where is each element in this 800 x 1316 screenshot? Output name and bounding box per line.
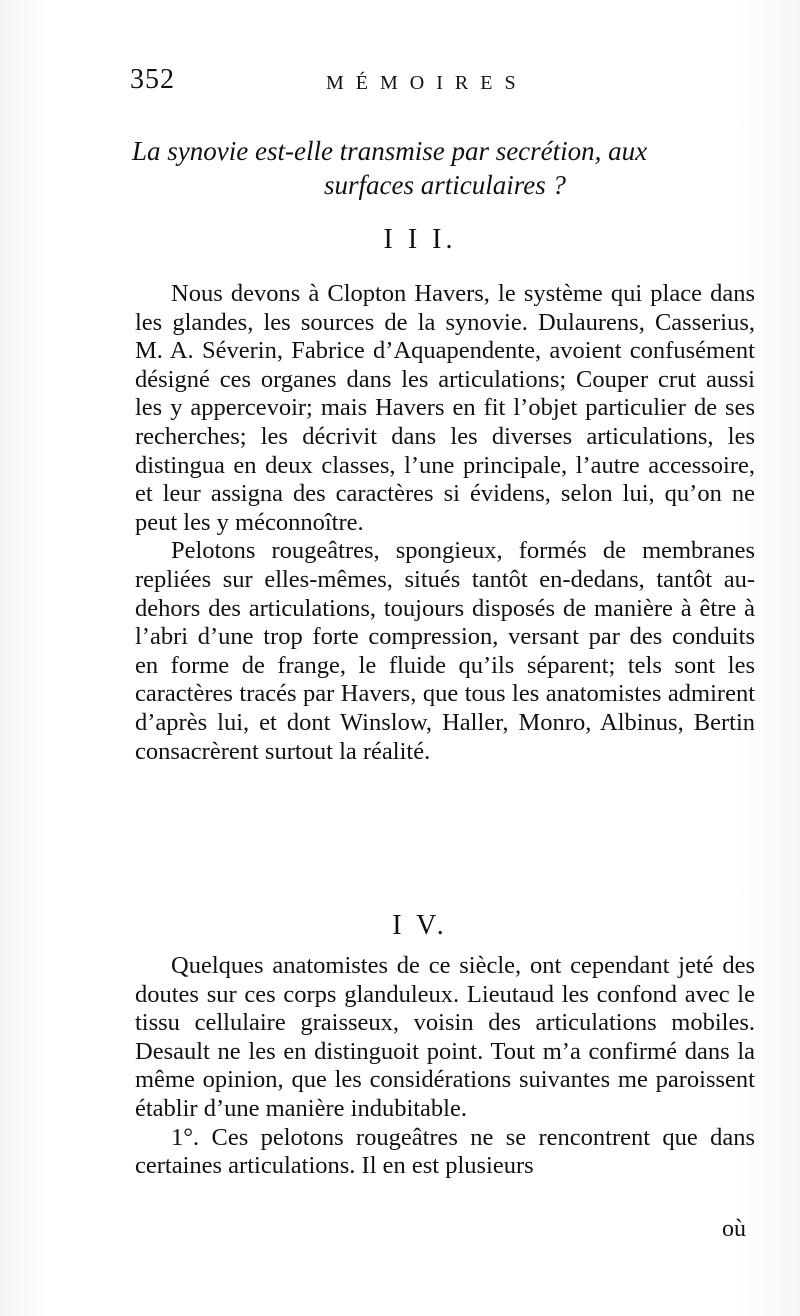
page-header	[130, 64, 630, 104]
section-4-body	[135, 952, 755, 1181]
running-head: MÉMOIRES	[326, 72, 528, 94]
section-question	[120, 134, 760, 202]
paragraph: 1°. Ces pelotons rougeâtres ne se rencontrent que dans certaines articulations. Il en est plusieurs	[135, 1123, 755, 1180]
paragraph: Quelques anatomistes de ce siècle, ont cependant jeté des doutes sur ces corps glanduleux. Lieutaud les confond avec le tissu cellulaire graisseux, voisin des articulations mobiles. Desault ne les en distinguoit point. Tout m’a confirmé dans la même opinion, que les considérations suivantes me paroissent établir d’une manière indubitable.	[135, 952, 755, 1122]
section-heading-3: I I I.	[383, 224, 457, 255]
section-heading-4: I V.	[392, 910, 448, 941]
paragraph: Nous devons à Clopton Havers, le système qui place dans les glandes, les sources de la synovie. Dulaurens, Casserius, M. A. Séverin, Fabrice d’Aquapendente, avoient confusément désigné ces organes dans les articulations; Couper crut aussi les y appercevoir; mais Havers en fit l’objet particulier de ses recherches; les décrivit dans les diverses articulations, les distingua en deux classes, l’une principale, l’autre accessoire, et leur assigna des caractères si évidens, selon lui, qu’on ne peut les y méconnoître.	[135, 280, 755, 536]
question-line-1: La synovie est-elle transmise par secrétion, aux	[132, 136, 648, 166]
page-number: 352	[130, 64, 175, 95]
paragraph: Pelotons rougeâtres, spongieux, formés de membranes repliées sur elles-mêmes, situés tantôt en-dedans, tantôt au-dehors des articulations, toujours disposés de manière à être à l’abri d’une trop forte compression, versant par des conduits en forme de frange, le fluide qu’ils séparent; tels sont les caractères tracés par Havers, que tous les anatomistes admirent d’après lui, et dont Winslow, Haller, Monro, Albinus, Bertin consacrèrent surtout la réalité.	[135, 537, 755, 765]
section-3-body	[135, 280, 755, 766]
question-line-2: surfaces articulaires ?	[324, 170, 566, 200]
catchword: où	[722, 1216, 746, 1242]
